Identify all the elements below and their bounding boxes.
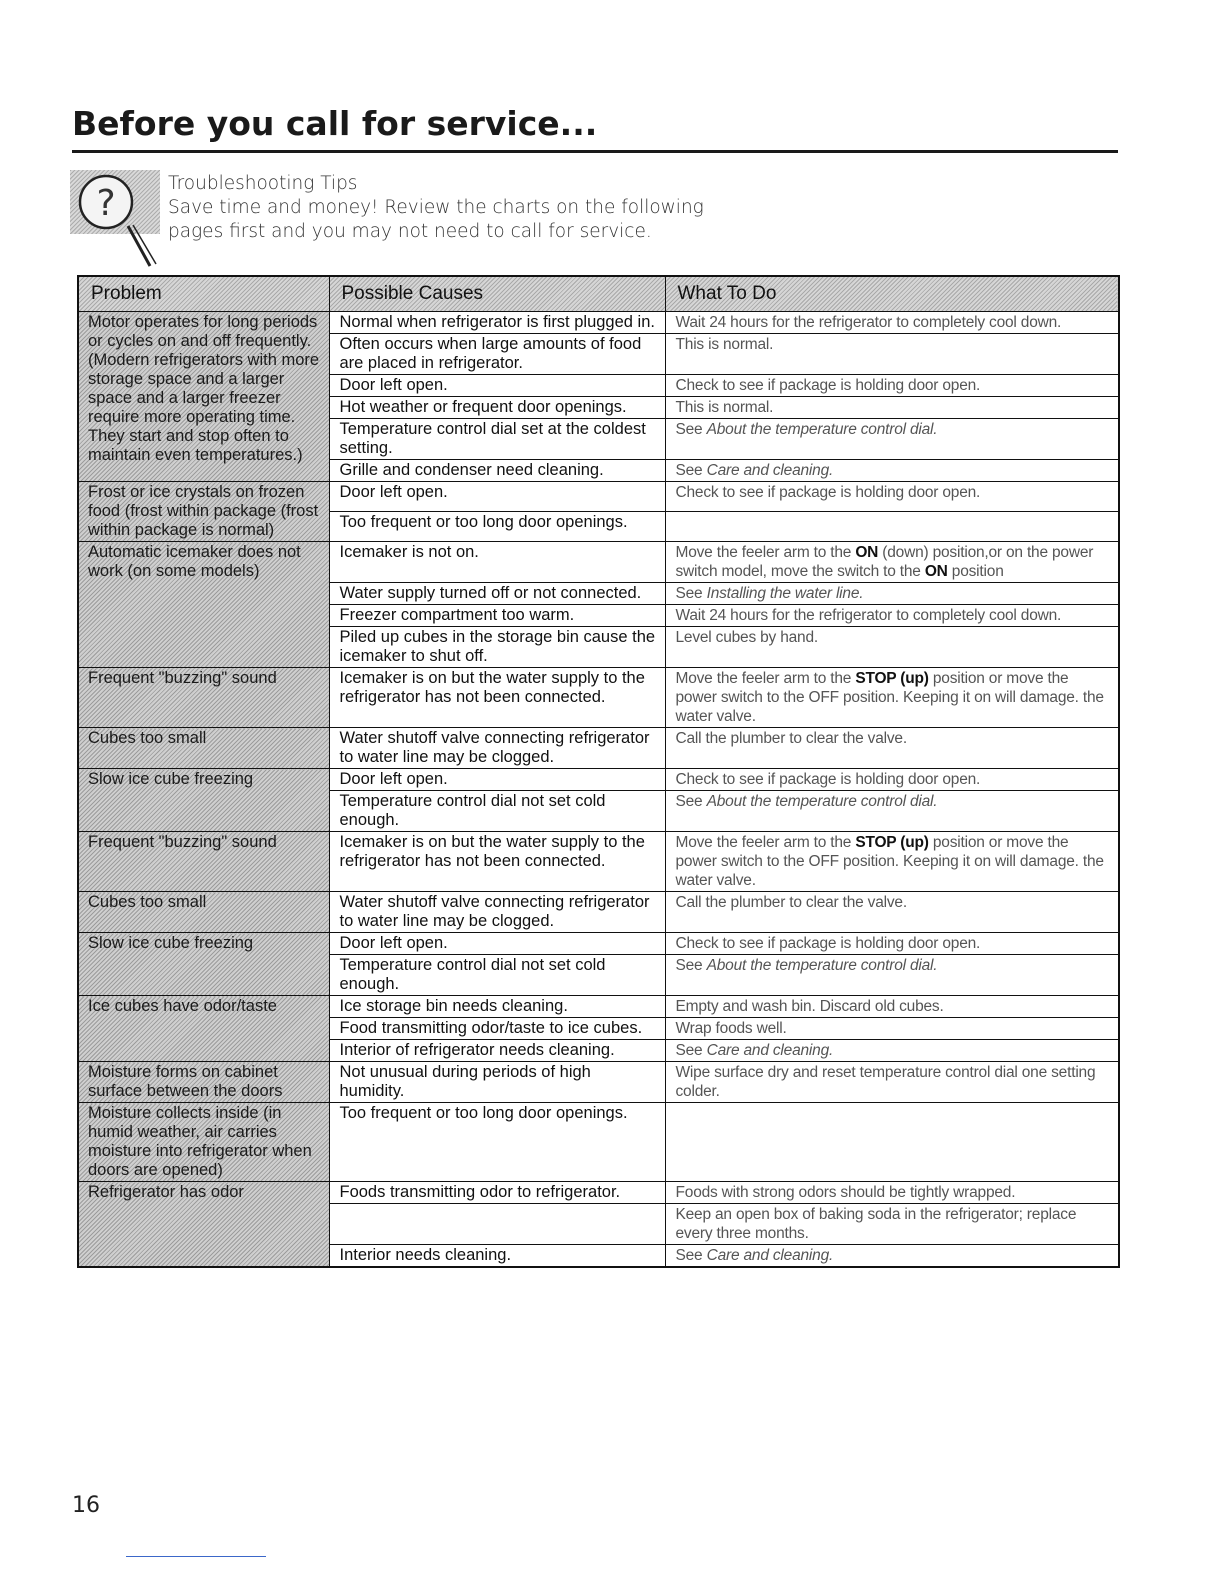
todo-reference: Care and cleaning. xyxy=(706,1247,834,1264)
cause-cell: Normal when refrigerator is first plugged in. xyxy=(329,312,665,334)
cause-cell: Door left open. xyxy=(329,375,665,397)
cause-cell: Icemaker is on but the water supply to the refrigerator has not been connected. xyxy=(329,832,665,892)
cause-cell: Interior of refrigerator needs cleaning. xyxy=(329,1040,665,1062)
cause-cell: Hot weather or frequent door openings. xyxy=(329,397,665,419)
page-title: Before you call for service... xyxy=(72,104,598,143)
what-to-do-cell xyxy=(665,583,1119,605)
what-to-do-cell xyxy=(665,1204,1119,1245)
table-row xyxy=(78,832,1119,892)
what-to-do-cell xyxy=(665,1018,1119,1040)
what-to-do-cell xyxy=(665,996,1119,1018)
cause-cell: Water supply turned off or not connected. xyxy=(329,583,665,605)
table-row xyxy=(78,892,1119,933)
tips-line: Save time and money! Review the charts on the following xyxy=(168,197,704,218)
cause-cell: Food transmitting odor/taste to ice cubes. xyxy=(329,1018,665,1040)
todo-text: Keep an open box of baking soda in the refrigerator; replace every three months. xyxy=(675,1206,1077,1242)
todo-reference: Care and cleaning. xyxy=(706,1042,834,1059)
todo-bold: STOP (up) xyxy=(855,834,929,851)
todo-reference: About the temperature control dial. xyxy=(706,957,938,974)
cause-cell: Door left open. xyxy=(329,933,665,955)
todo-text: See xyxy=(675,585,707,602)
cause-cell: Not unusual during periods of high humidity. xyxy=(329,1062,665,1103)
what-to-do-cell xyxy=(665,375,1119,397)
todo-text: See xyxy=(675,462,707,479)
table-row xyxy=(78,1103,1119,1182)
todo-text: See xyxy=(675,1042,707,1059)
todo-text: position or move the power switch to the OFF position. Keeping it on will damage. the water valve. xyxy=(675,670,1104,725)
todo-text: See xyxy=(675,1247,707,1264)
todo-text: Move the feeler arm to the xyxy=(675,544,856,561)
cause-cell: Often occurs when large amounts of food are placed in refrigerator. xyxy=(329,334,665,375)
what-to-do-cell xyxy=(665,605,1119,627)
problem-cell: Slow ice cube freezing xyxy=(78,933,329,996)
problem-cell: Ice cubes have odor/taste xyxy=(78,996,329,1062)
todo-text: (down) position,or on the power switch model, move the switch to the xyxy=(675,544,1094,580)
problem-cell: Frequent "buzzing" sound xyxy=(78,668,329,728)
table-row xyxy=(78,312,1119,334)
todo-reference: About the temperature control dial. xyxy=(706,793,938,810)
cause-cell: Grille and condenser need cleaning. xyxy=(329,460,665,482)
tips-heading: Troubleshooting Tips xyxy=(168,173,358,194)
todo-text: Call the plumber to clear the valve. xyxy=(675,730,907,747)
what-to-do-cell xyxy=(665,728,1119,769)
what-to-do-cell xyxy=(665,542,1119,583)
header-problem: Problem xyxy=(78,276,329,312)
what-to-do-cell xyxy=(665,512,1119,542)
table-row xyxy=(78,728,1119,769)
cause-cell: Door left open. xyxy=(329,482,665,512)
table-row xyxy=(78,668,1119,728)
cause-cell: Piled up cubes in the storage bin cause the icemaker to shut off. xyxy=(329,627,665,668)
cause-cell xyxy=(329,1204,665,1245)
cause-cell: Door left open. xyxy=(329,769,665,791)
problem-cell: Frost or ice crystals on frozen food (frost within package (frost within package is normal) xyxy=(78,482,329,542)
table-row xyxy=(78,996,1119,1018)
cause-cell: Too frequent or too long door openings. xyxy=(329,512,665,542)
problem-cell: Motor operates for long periods or cycles on and off frequently. (Modern refrigerators with more storage space and a larger space and a larger freezer require more operating time. They start and stop often to maintain even temperatures.) xyxy=(78,312,329,482)
table-row xyxy=(78,482,1119,512)
what-to-do-cell xyxy=(665,627,1119,668)
what-to-do-cell xyxy=(665,1245,1119,1268)
table-row xyxy=(78,769,1119,791)
problem-cell: Cubes too small xyxy=(78,892,329,933)
cause-cell: Water shutoff valve connecting refrigerator to water line may be clogged. xyxy=(329,892,665,933)
table-row xyxy=(78,542,1119,583)
what-to-do-cell xyxy=(665,832,1119,892)
todo-text: Empty and wash bin. Discard old cubes. xyxy=(675,998,944,1015)
what-to-do-cell xyxy=(665,419,1119,460)
what-to-do-cell xyxy=(665,334,1119,375)
cause-cell: Icemaker is on but the water supply to the refrigerator has not been connected. xyxy=(329,668,665,728)
todo-text: Move the feeler arm to the xyxy=(675,670,856,687)
cause-cell: Icemaker is not on. xyxy=(329,542,665,583)
what-to-do-cell xyxy=(665,482,1119,512)
problem-cell: Automatic icemaker does not work (on some models) xyxy=(78,542,329,668)
what-to-do-cell xyxy=(665,460,1119,482)
todo-text: Wrap foods well. xyxy=(675,1020,787,1037)
what-to-do-cell xyxy=(665,397,1119,419)
todo-text: position xyxy=(947,563,1004,580)
what-to-do-cell xyxy=(665,1182,1119,1204)
table-row xyxy=(78,1182,1119,1204)
cause-cell: Temperature control dial not set cold enough. xyxy=(329,955,665,996)
header-possible-causes: Possible Causes xyxy=(329,276,665,312)
problem-cell: Frequent "buzzing" sound xyxy=(78,832,329,892)
todo-bold: STOP (up) xyxy=(855,670,929,687)
troubleshooting-table xyxy=(77,275,1120,1268)
todo-text: Call the plumber to clear the valve. xyxy=(675,894,907,911)
table-body xyxy=(78,312,1119,1268)
table-row xyxy=(78,933,1119,955)
todo-text: Wait 24 hours for the refrigerator to completely cool down. xyxy=(675,607,1062,624)
todo-text: Wait 24 hours for the refrigerator to completely cool down. xyxy=(675,314,1062,331)
what-to-do-cell xyxy=(665,892,1119,933)
todo-text: Level cubes by hand. xyxy=(675,629,818,646)
todo-text: Check to see if package is holding door open. xyxy=(675,484,981,501)
todo-text: Wipe surface dry and reset temperature control dial one setting colder. xyxy=(675,1064,1096,1100)
header-what-to-do: What To Do xyxy=(665,276,1119,312)
troubleshooting-tips xyxy=(168,172,704,244)
todo-bold: ON xyxy=(855,544,879,561)
cause-cell: Too frequent or too long door openings. xyxy=(329,1103,665,1182)
todo-text: Foods with strong odors should be tightly wrapped. xyxy=(675,1184,1016,1201)
cause-cell: Ice storage bin needs cleaning. xyxy=(329,996,665,1018)
page-number: 16 xyxy=(72,1493,100,1518)
todo-text: This is normal. xyxy=(675,336,774,353)
cause-cell: Freezer compartment too warm. xyxy=(329,605,665,627)
problem-cell: Refrigerator has odor xyxy=(78,1182,329,1268)
svg-text:?: ? xyxy=(96,183,116,224)
cause-cell: Interior needs cleaning. xyxy=(329,1245,665,1268)
table-header-row xyxy=(78,276,1119,312)
title-rule xyxy=(72,150,1118,153)
todo-text: Check to see if package is holding door open. xyxy=(675,377,981,394)
question-magnifier-icon xyxy=(70,170,162,270)
todo-text: See xyxy=(675,793,707,810)
todo-bold: ON xyxy=(924,563,948,580)
cause-cell: Foods transmitting odor to refrigerator. xyxy=(329,1182,665,1204)
todo-text: Check to see if package is holding door open. xyxy=(675,935,981,952)
what-to-do-cell xyxy=(665,955,1119,996)
todo-text: position or move the power switch to the OFF position. Keeping it on will damage. the water valve. xyxy=(675,834,1104,889)
what-to-do-cell xyxy=(665,933,1119,955)
cause-cell: Temperature control dial set at the coldest setting. xyxy=(329,419,665,460)
problem-cell: Moisture collects inside (in humid weather, air carries moisture into refrigerator when doors are opened) xyxy=(78,1103,329,1182)
tips-line: pages first and you may not need to call for service. xyxy=(168,221,652,242)
what-to-do-cell xyxy=(665,769,1119,791)
todo-reference: Installing the water line. xyxy=(706,585,864,602)
what-to-do-cell xyxy=(665,791,1119,832)
table-row xyxy=(78,1062,1119,1103)
cause-cell: Temperature control dial not set cold enough. xyxy=(329,791,665,832)
todo-reference: Care and cleaning. xyxy=(706,462,834,479)
what-to-do-cell xyxy=(665,1103,1119,1182)
todo-text: This is normal. xyxy=(675,399,774,416)
todo-text: See xyxy=(675,421,707,438)
footer-divider xyxy=(126,1556,266,1557)
cause-cell: Water shutoff valve connecting refrigerator to water line may be clogged. xyxy=(329,728,665,769)
todo-text: Move the feeler arm to the xyxy=(675,834,856,851)
what-to-do-cell xyxy=(665,668,1119,728)
todo-reference: About the temperature control dial. xyxy=(706,421,938,438)
problem-cell: Cubes too small xyxy=(78,728,329,769)
problem-cell: Moisture forms on cabinet surface between the doors xyxy=(78,1062,329,1103)
todo-text: See xyxy=(675,957,707,974)
what-to-do-cell xyxy=(665,1040,1119,1062)
what-to-do-cell xyxy=(665,312,1119,334)
problem-cell: Slow ice cube freezing xyxy=(78,769,329,832)
what-to-do-cell xyxy=(665,1062,1119,1103)
todo-text: Check to see if package is holding door open. xyxy=(675,771,981,788)
